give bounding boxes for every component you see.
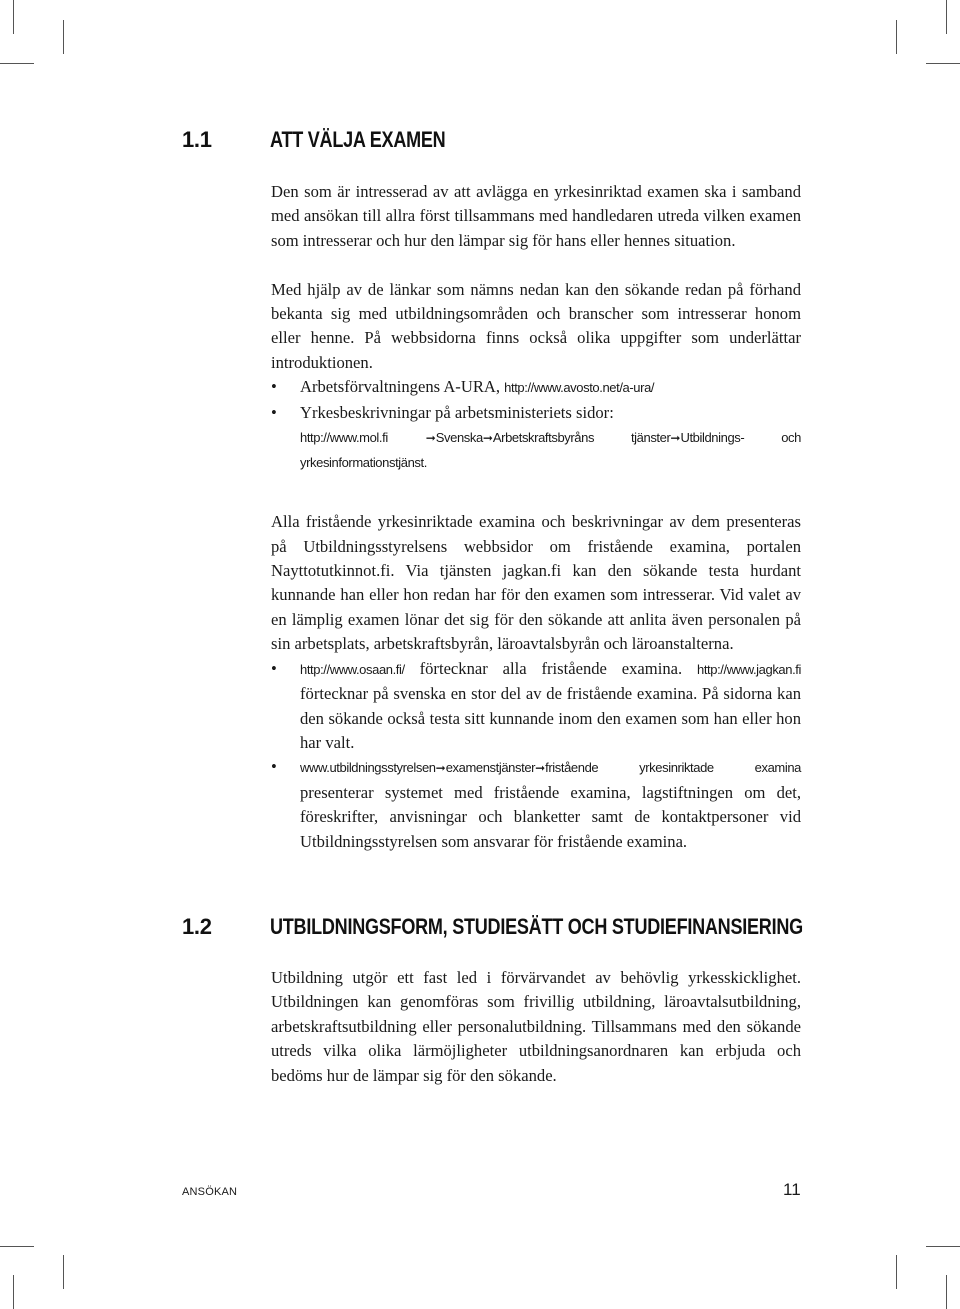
section-heading-1-2 — [182, 914, 920, 940]
arrow-icon: ➞ — [425, 431, 436, 446]
list-text: förtecknar alla fristående examina. — [404, 658, 697, 678]
list-text: förtecknar på svenska en stor del av de fristående examina. På sidorna kan den sökande också testa sitt kunnande inom den examen som han eller hon har valt. — [300, 684, 801, 752]
link[interactable]: http://www.jagkan.fi — [697, 661, 801, 677]
bullet: • — [271, 377, 277, 397]
crop-mark — [63, 1255, 64, 1289]
path-segment: Svenska — [435, 430, 483, 446]
section-number: 1.2 — [182, 914, 212, 939]
crop-mark — [946, 0, 947, 34]
list-text: presenterar systemet med fristående examina, lagstiftningen om det, föreskrifter, anvisningar och blanketter samt de kontaktpersoner vid Utbildningsstyrelsen som ansvarar för fristående examina. — [300, 782, 801, 851]
link[interactable]: www.utbildningsstyrelsen — [300, 760, 436, 776]
section-body-1-1 — [271, 180, 801, 854]
arrow-icon: ➞ — [535, 761, 546, 776]
bullet: • — [271, 658, 277, 678]
bullet: • — [271, 757, 277, 777]
section-title: UTBILDNINGSFORM, STUDIESÄTT OCH STUDIEFINANSIERING — [270, 914, 803, 939]
crop-mark — [63, 20, 64, 54]
crop-mark — [896, 1255, 897, 1289]
section-body-1-2 — [271, 966, 801, 1088]
list-item — [271, 375, 801, 400]
paragraph: Med hjälp av de länkar som nämns nedan kan den sökande redan på förhand bekanta sig med utbildningsområden och branscher som intresserar honom eller henne. På webbsidorna finns också olika uppgifter som underlättar introduktionen. — [271, 279, 801, 372]
paragraph: Den som är intresserad av att avlägga en yrkesinriktad examen ska i samband med ansökan till allra först tillsammans med handledaren utreda vilken examen som intresserar och hur den lämpar sig för hans eller hennes situation. — [271, 182, 801, 250]
link[interactable]: http://www.mol.fi — [300, 430, 388, 446]
running-footer: ANSÖKAN — [182, 1186, 238, 1198]
list-item — [271, 401, 801, 476]
path-segment: examenstjänster — [445, 760, 536, 776]
paragraph: Utbildning utgör ett fast led i förvärvandet av behövlig yrkesskicklighet. Utbildningen kan genomföras som frivillig utbildning, läroavtalsutbildning, arbetskraftsutbildning eller personalutbildning. Tillsammans med den sökande utreds vilka olika lärmöjligheter utbildningsanordnaren kan erbjuda och bedöms hur de lämpar sig för den sökande. — [271, 968, 801, 1085]
crop-mark — [926, 63, 960, 64]
arrow-icon: ➞ — [670, 431, 681, 446]
paragraph: Alla fristående yrkesinriktade examina och beskrivningar av dem presenteras på Utbildningsstyrelsens webbsidor om fristående examina, portalen Nayttotutkinnot.fi. Via tjänsten jagkan.fi kan den sökande testa hurdant kunnande han eller hon redan har för den examen som intresserar. Vid valet av en lämplig examen lönar det sig för den sökande att anlita även personalen på sin arbetsplats, arbetskraftsbyrån, läroavtalsbyrån och läroanstalterna. — [271, 512, 801, 654]
crop-mark — [926, 1246, 960, 1247]
section-title: ATT VÄLJA EXAMEN — [270, 127, 446, 152]
crop-mark — [13, 0, 14, 34]
section-number: 1.1 — [182, 127, 212, 152]
link[interactable]: http://www.avosto.net/a-ura/ — [504, 380, 655, 396]
link[interactable]: http://www.osaan.fi/ — [300, 661, 405, 677]
crop-mark — [896, 20, 897, 54]
link-list — [271, 657, 801, 854]
crop-mark — [0, 1246, 34, 1247]
crop-mark — [946, 1275, 947, 1309]
bullet: • — [271, 402, 277, 422]
section-heading-1-1 — [182, 127, 484, 153]
path-segment: Utbildnings- och yrkesinformationstjänst. — [300, 430, 801, 471]
crop-mark — [13, 1275, 14, 1309]
link-list — [271, 375, 801, 476]
list-item — [271, 755, 801, 854]
page-number: 11 — [783, 1180, 801, 1199]
arrow-icon: ➞ — [435, 761, 446, 776]
path-segment: fristående yrkesinriktade examina — [545, 760, 801, 776]
path-segment: Arbetskraftsbyråns tjänster — [492, 430, 671, 446]
list-text: Arbetsförvaltningens A-URA, — [300, 377, 505, 397]
list-item — [271, 657, 801, 756]
arrow-icon: ➞ — [482, 431, 493, 446]
crop-mark — [0, 63, 34, 64]
list-text: Yrkesbeskrivningar på arbetsministeriets sidor: — [300, 402, 614, 422]
